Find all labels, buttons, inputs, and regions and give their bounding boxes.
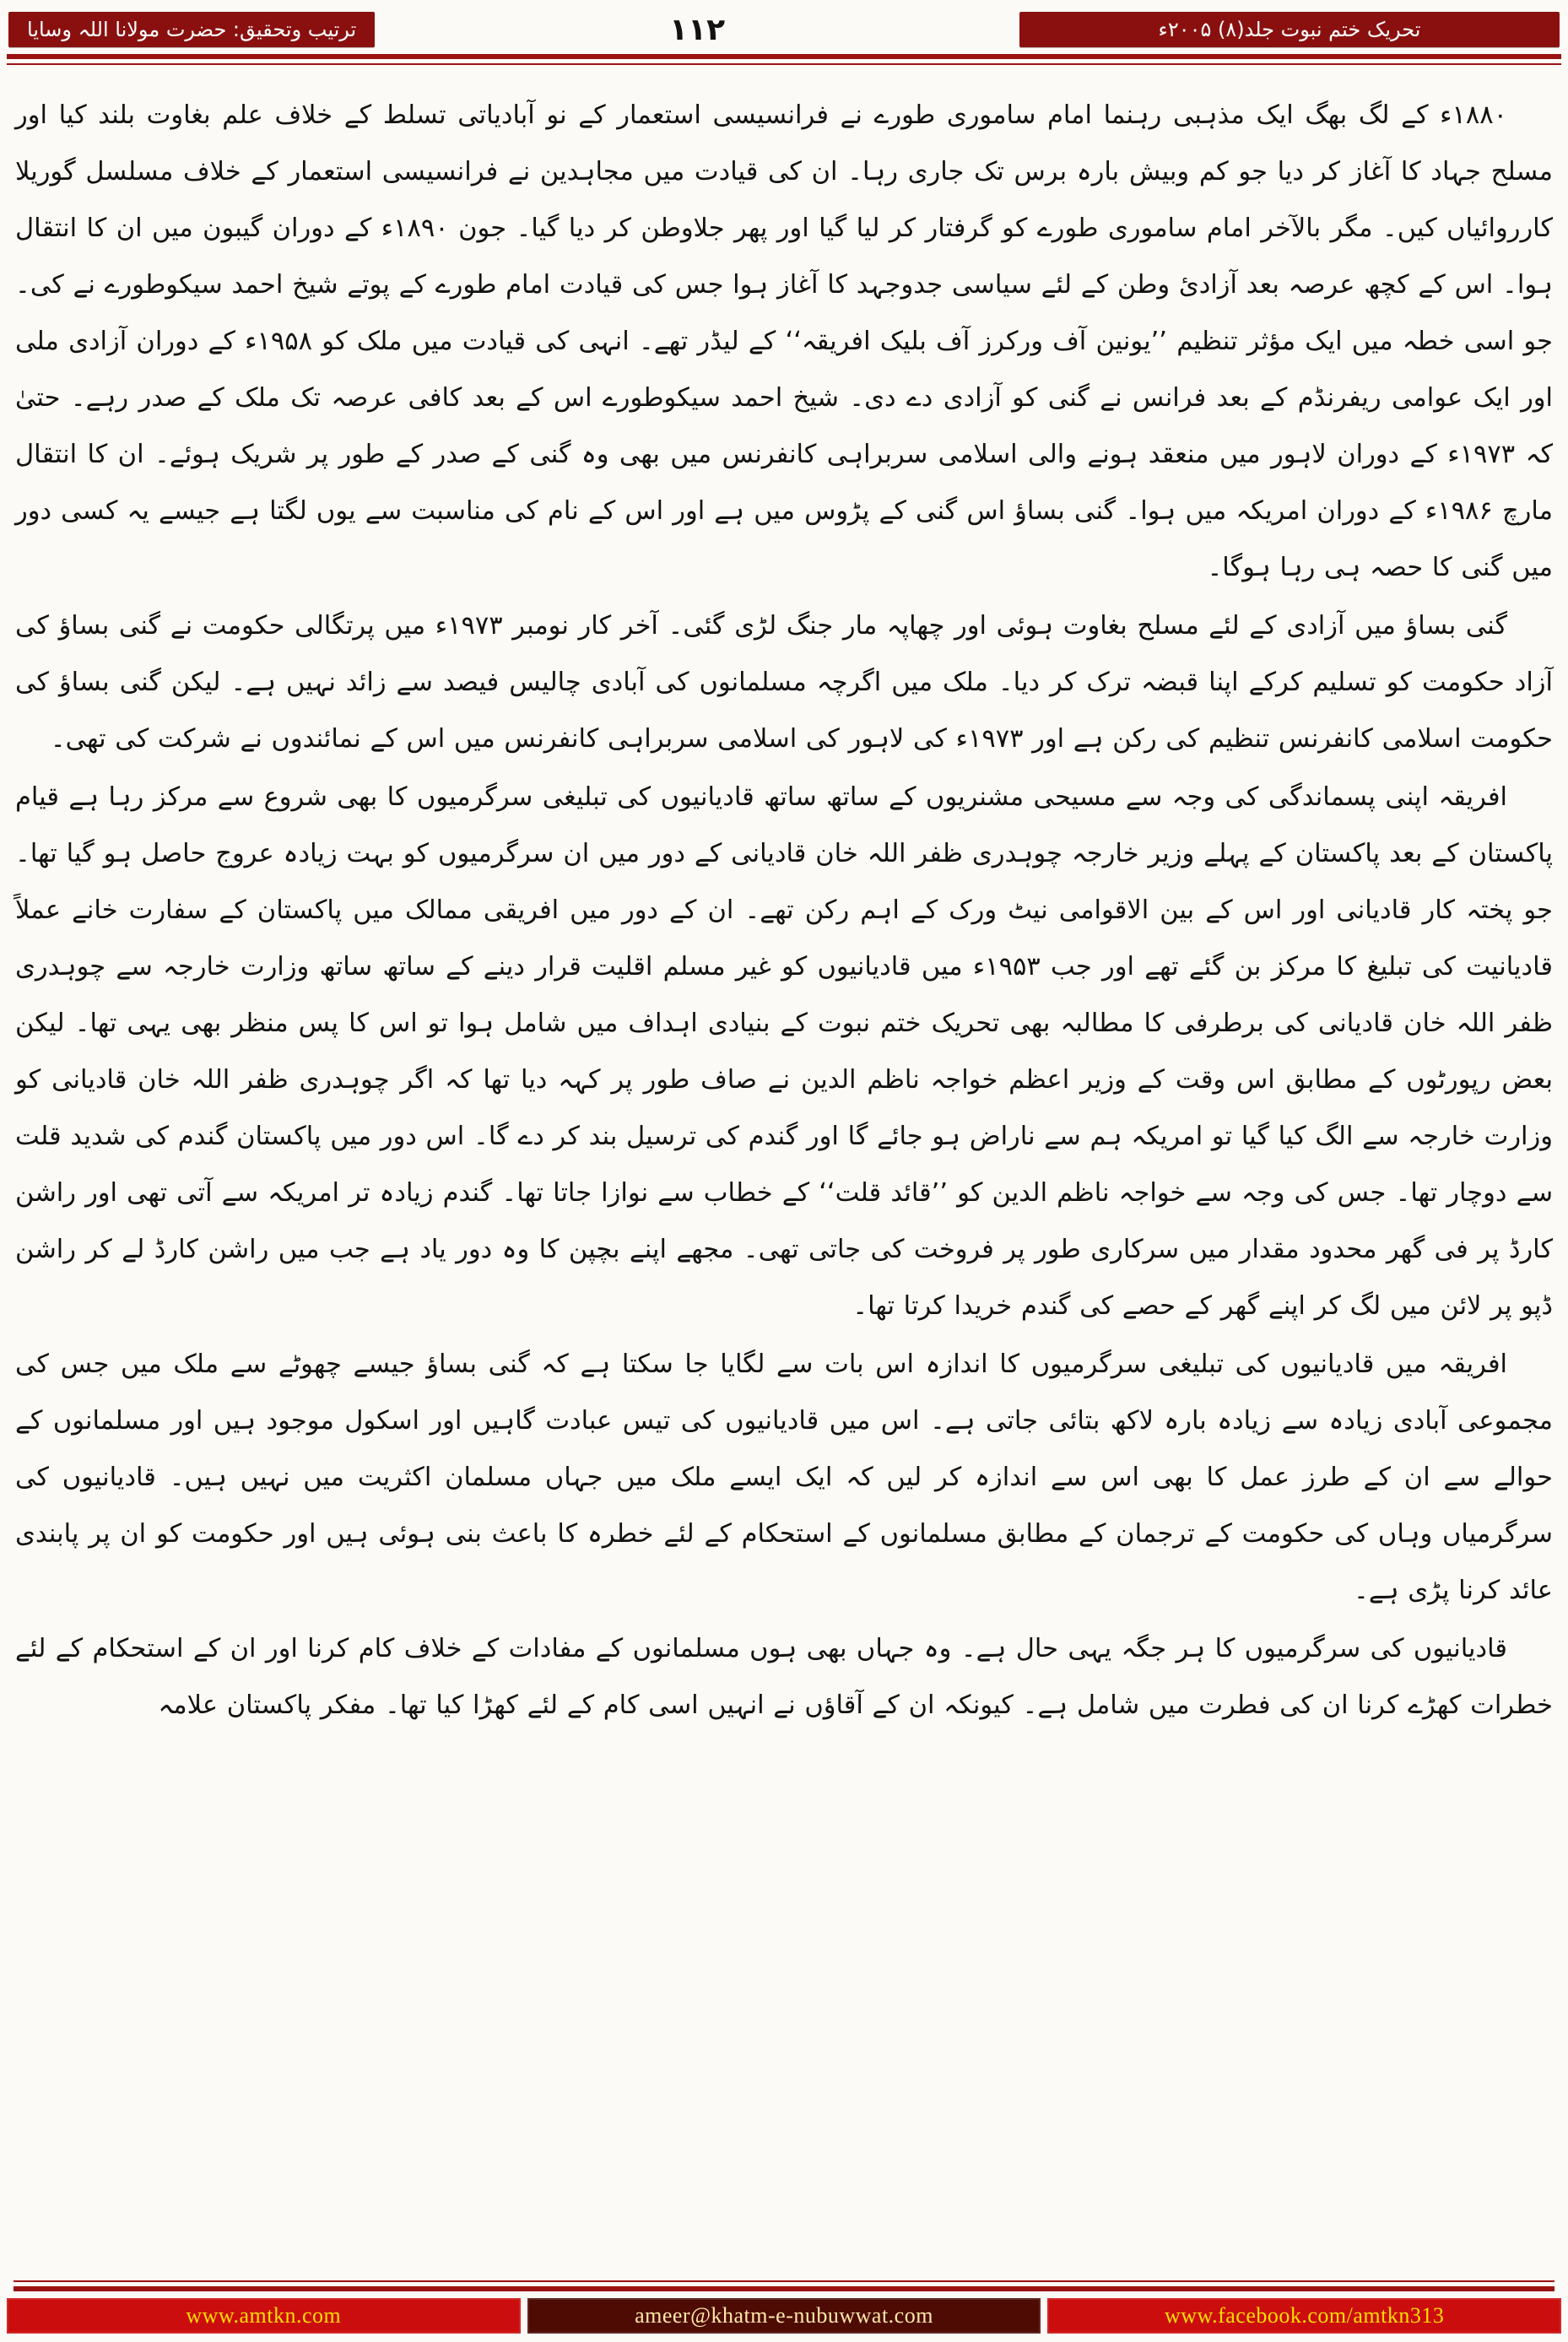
header-right-book-title: تحریک ختم نبوت جلد(۸) ۲۰۰۵ء (1019, 12, 1560, 47)
footer-email-address: ameer@khatm-e-nubuwwat.com (527, 2298, 1041, 2334)
paragraph-1: ۱۸۸۰ء کے لگ بھگ ایک مذہبی رہنما امام ساموری طورے نے فرانسیسی استعمار کے نو آبادیاتی تسلط کے خلاف علم بغاوت بلند کیا اور مسلح جہاد کا آغاز کر دیا جو کم وبیش بارہ برس تک جاری رہا۔ ان کی قیادت میں مجاہدین نے فرانسیسی استعمار کے خلاف مسلسل گوریلا کارروائیاں کیں۔ مگر بالآخر امام ساموری طورے کو گرفتار کر لیا گیا اور پھر جلاوطن کر دیا گیا۔ جون ۱۸۹۰ء کے دوران گیبون میں ان کا انتقال ہوا۔ اس کے کچھ عرصہ بعد آزادیٔ وطن کے لئے سیاسی جدوجہد کا آغاز ہوا جس کی قیادت امام طورے کے پوتے شیخ احمد سیکوطورے نے کی۔ جو اسی خطہ میں ایک مؤثر تنظیم ’’یونین آف ورکرز آف بلیک افریقہ‘‘ کے لیڈر تھے۔ انہی کی قیادت میں ملک کو ۱۹۵۸ء کے دوران آزادی ملی اور ایک عوامی ریفرنڈم کے بعد فرانس نے گنی کو آزادی دے دی۔ شیخ احمد سیکوطورے اس کے بعد کافی عرصہ تک ملک کے صدر رہے۔ حتیٰ کہ ۱۹۷۳ء کے دوران لاہور میں منعقد ہونے والی اسلامی سربراہی کانفرنس میں بھی وہ گنی کے صدر کے طور پر شریک ہوئے۔ ان کا انتقال مارچ ۱۹۸۶ء کے دوران امریکہ میں ہوا۔ گنی بساؤ اس گنی کے پڑوس میں ہے اور اس کے نام کی مناسبت سے یوں لگتا ہے جیسے یہ کسی دور میں گنی کا حصہ ہی رہا ہوگا۔ (15, 100, 1553, 582)
page-footer-area (0, 2274, 1568, 2342)
header-divider-rule (7, 54, 1561, 65)
footer-divider-rule (14, 2280, 1554, 2291)
footer-facebook-url: www.facebook.com/amtkn313 (1047, 2298, 1561, 2334)
paragraph-4: افریقہ میں قادیانیوں کی تبلیغی سرگرمیوں کا اندازہ اس بات سے لگایا جا سکتا ہے کہ گنی بساؤ جیسے چھوٹے سے ملک میں جس کی مجموعی آبادی زیادہ سے زیادہ بارہ لاکھ بتائی جاتی ہے۔ اس میں قادیانیوں کی تیس عبادت گاہیں اور اسکول موجود ہیں اور مسلمانوں کے حوالے سے ان کے طرز عمل کا بھی اس سے اندازہ کر لیں کہ ایک ایسے ملک میں جہاں مسلمان اکثریت میں نہیں ہیں۔ قادیانیوں کی سرگرمیاں وہاں کی حکومت کے ترجمان کے مطابق مسلمانوں کے استحکام کے لئے خطرہ کا باعث بنی ہوئی ہیں اور حکومت کو ان پر پابندی عائد کرنا پڑی ہے۔ (15, 1349, 1553, 1605)
page-number: ۱۱۲ (669, 12, 726, 47)
page-header (0, 0, 1568, 47)
paragraph-2: گنی بساؤ میں آزادی کے لئے مسلح بغاوت ہوئی اور چھاپہ مار جنگ لڑی گئی۔ آخر کار نومبر ۱۹۷۳ء میں پرتگالی حکومت نے گنی بساؤ کی آزاد حکومت کو تسلیم کرکے اپنا قبضہ ترک کر دیا۔ ملک میں اگرچہ مسلمانوں کی آبادی چالیس فیصد سے زائد نہیں ہے۔ لیکن گنی بساؤ کی حکومت اسلامی کانفرنس تنظیم کی رکن ہے اور ۱۹۷۳ء کی لاہور کی اسلامی سربراہی کانفرنس میں اس کے نمائندوں نے شرکت کی تھی۔ (15, 611, 1553, 754)
footer-website-url: www.amtkn.com (7, 2298, 521, 2334)
header-left-credit: ترتیب وتحقیق: حضرت مولانا اللہ وسایا (8, 12, 375, 47)
paragraph-3: افریقہ اپنی پسماندگی کی وجہ سے مسیحی مشنریوں کے ساتھ ساتھ قادیانیوں کی تبلیغی سرگرمیوں کا بھی شروع سے مرکز رہا ہے قیام پاکستان کے بعد پاکستان کے پہلے وزیر خارجہ چوہدری ظفر اللہ خان قادیانی کے دور میں ان سرگرمیوں کو بہت زیادہ عروج حاصل ہو گیا تھا۔ جو پختہ کار قادیانی اور اس کے بین الاقوامی نیٹ ورک کے اہم رکن تھے۔ ان کے دور میں افریقی ممالک میں پاکستان کے سفارت خانے عملاً قادیانیت کی تبلیغ کا مرکز بن گئے تھے اور جب ۱۹۵۳ء میں قادیانیوں کو غیر مسلم اقلیت قرار دینے کے ساتھ ساتھ وزارت خارجہ سے چوہدری ظفر اللہ خان قادیانی کی برطرفی کا مطالبہ بھی تحریک ختم نبوت کے بنیادی اہداف میں شامل ہوا تو اس کا پس منظر بھی یہی تھا۔ لیکن بعض رپورٹوں کے مطابق اس وقت کے وزیر اعظم خواجہ ناظم الدین نے صاف طور پر کہہ دیا تھا کہ اگر چوہدری ظفر اللہ خان قادیانی کو وزارت خارجہ سے الگ کیا گیا تو امریکہ ہم سے ناراض ہو جائے گا اور گندم کی ترسیل بند کر دے گا۔ اس دور میں پاکستان گندم کی شدید قلت سے دوچار تھا۔ جس کی وجہ سے خواجہ ناظم الدین کو ’’قائد قلت‘‘ کے خطاب سے نوازا جاتا تھا۔ گندم زیادہ تر امریکہ سے آتی تھی اور راشن کارڈ پر فی گھر محدود مقدار میں سرکاری طور پر فروخت کی جاتی تھی۔ مجھے اپنے بچپن کا وہ دور یاد ہے جب میں راشن کارڈ لے کر راشن ڈپو پر لائن میں لگ کر اپنے گھر کے حصے کی گندم خریدا کرتا تھا۔ (15, 782, 1553, 1321)
divider-thick-line (14, 2286, 1554, 2291)
paragraph-5: قادیانیوں کی سرگرمیوں کا ہر جگہ یہی حال ہے۔ وہ جہاں بھی ہوں مسلمانوں کے مفادات کے خلاف کام کرنا اور ان کے استحکام کے لئے خطرات کھڑے کرنا ان کی فطرت میں شامل ہے۔ کیونکہ ان کے آقاؤں نے انہیں اسی کام کے لئے کھڑا کیا تھا۔ مفکر پاکستان علامہ (15, 1634, 1553, 1720)
footer-bar (7, 2298, 1561, 2334)
page-body-text (0, 65, 1568, 1734)
